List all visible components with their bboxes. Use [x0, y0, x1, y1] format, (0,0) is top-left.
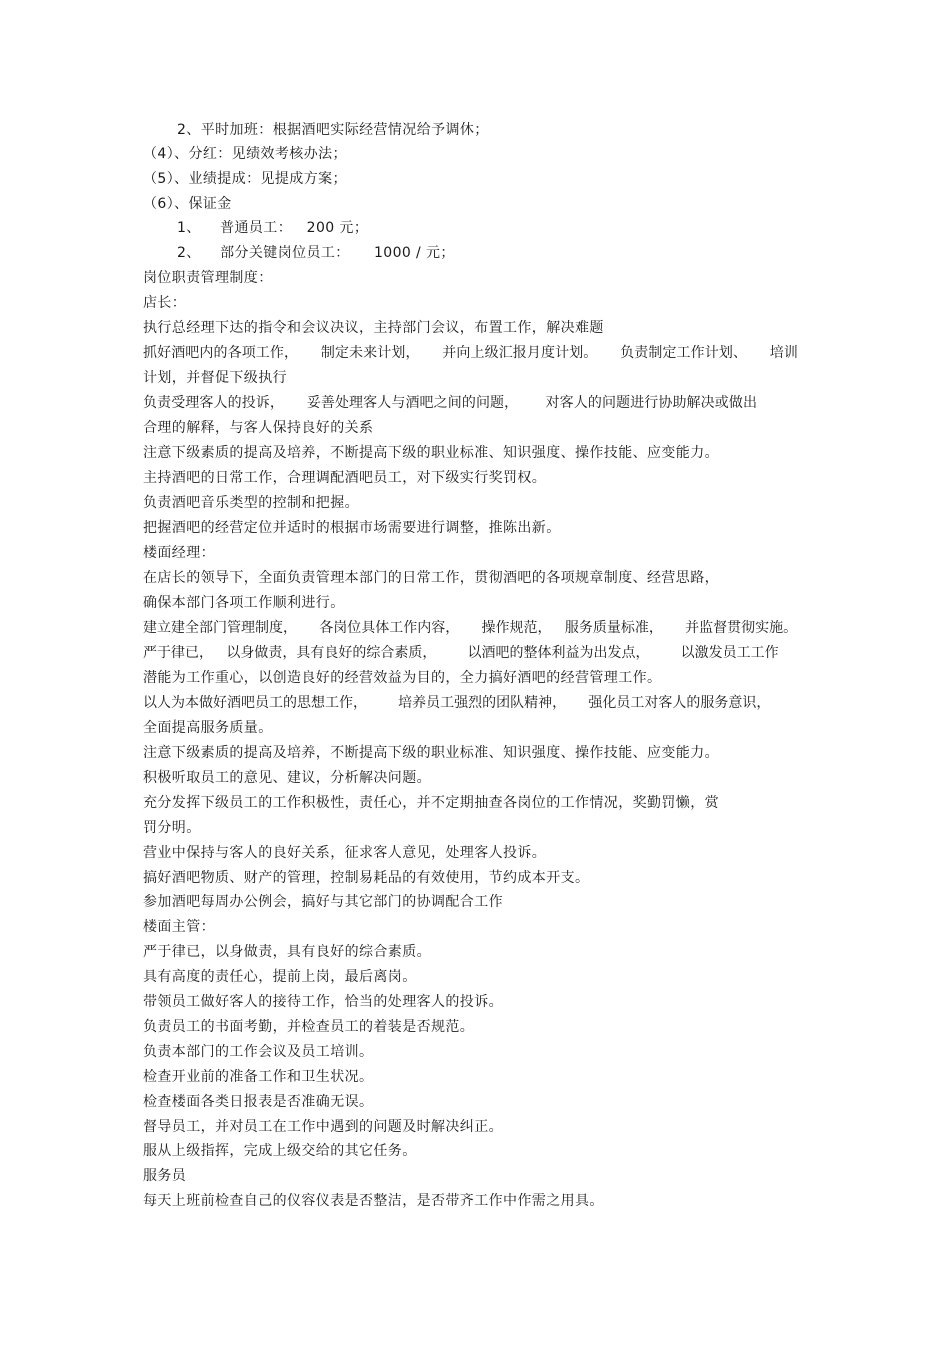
text-line: 2、平时加班：根据酒吧实际经营情况给予调休；	[177, 122, 489, 138]
text-line: 积极听取员工的意见、建议，分析解决问题。	[143, 770, 431, 786]
text-line: 1、 普通员工： 200 元；	[177, 220, 369, 236]
role-heading: 楼面主管：	[143, 919, 215, 935]
role-heading: 店长：	[143, 295, 187, 311]
text-line: 建立建全部门管理制度， 各岗位具体工作内容， 操作规范， 服务质量标准， 并监督贯彻实施。	[143, 620, 798, 636]
text-line: 在店长的领导下，全面负责管理本部门的日常工作，贯彻酒吧的各项规章制度、经营思路，	[143, 570, 719, 586]
text-line: 督导员工，并对员工在工作中遇到的问题及时解决纠正。	[143, 1119, 503, 1135]
text-line: 负责本部门的工作会议及员工培训。	[143, 1044, 374, 1060]
text-line: 注意下级素质的提高及培养，不断提高下级的职业标准、知识强度、操作技能、应变能力。	[143, 745, 719, 761]
text-line: 罚分明。	[143, 820, 201, 836]
text-line: 营业中保持与客人的良好关系，征求客人意见，处理客人投诉。	[143, 845, 547, 861]
text-line: 合理的解释，与客人保持良好的关系	[143, 420, 374, 436]
text-line: 负责员工的书面考勤，并检查员工的着装是否规范。	[143, 1019, 475, 1035]
text-line: 执行总经理下达的指令和会议决议，主持部门会议，布置工作，解决难题	[143, 320, 604, 336]
text-line: 每天上班前检查自己的仪容仪表是否整洁，是否带齐工作中作需之用具。	[143, 1193, 604, 1209]
text-line: 潜能为工作重心，以创造良好的经营效益为目的，全力搞好酒吧的经营管理工作。	[143, 670, 662, 686]
text-line: 具有高度的责任心，提前上岗，最后离岗。	[143, 969, 417, 985]
text-line: （4）、分红：见绩效考核办法；	[143, 146, 347, 162]
text-line: 严于律已， 以身做责，具有良好的综合素质， 以酒吧的整体利益为出发点， 以激发员工工作	[143, 645, 779, 661]
text-line: 搞好酒吧物质、财产的管理，控制易耗品的有效使用，节约成本开支。	[143, 870, 590, 886]
text-line: 带领员工做好客人的接待工作，恰当的处理客人的投诉。	[143, 994, 503, 1010]
text-line: 服从上级指挥，完成上级交给的其它任务。	[143, 1143, 417, 1159]
text-line: 把握酒吧的经营定位并适时的根据市场需要进行调整，推陈出新。	[143, 520, 561, 536]
role-heading: 楼面经理：	[143, 545, 215, 561]
text-line: 注意下级素质的提高及培养，不断提高下级的职业标准、知识强度、操作技能、应变能力。	[143, 445, 719, 461]
text-line: （5）、业绩提成：见提成方案；	[143, 171, 347, 187]
text-line: 抓好酒吧内的各项工作， 制定未来计划， 并向上级汇报月度计划。 负责制定工作计划、 培训	[143, 345, 799, 361]
text-line: 检查楼面各类日报表是否准确无误。	[143, 1094, 374, 1110]
text-line: 计划，并督促下级执行	[143, 370, 287, 386]
text-line: 确保本部门各项工作顺利进行。	[143, 595, 345, 611]
text-line: 负责酒吧音乐类型的控制和把握。	[143, 495, 359, 511]
text-line: 检查开业前的准备工作和卫生状况。	[143, 1069, 374, 1085]
text-line: 严于律已，以身做责，具有良好的综合素质。	[143, 944, 431, 960]
text-line: （6）、保证金	[143, 196, 232, 212]
text-line: 充分发挥下级员工的工作积极性，责任心，并不定期抽查各岗位的工作情况，奖勤罚懒，赏	[143, 795, 719, 811]
text-line: 全面提高服务质量。	[143, 720, 273, 736]
text-line: 参加酒吧每周办公例会，搞好与其它部门的协调配合工作	[143, 894, 503, 910]
role-heading: 服务员	[143, 1168, 187, 1184]
text-line: 负责受理客人的投诉， 妥善处理客人与酒吧之间的问题， 对客人的问题进行协助解决或做出	[143, 395, 758, 411]
section-heading: 岗位职责管理制度：	[143, 270, 273, 286]
text-line: 2、 部分关键岗位员工： 1000 / 元；	[177, 245, 455, 261]
text-line: 主持酒吧的日常工作，合理调配酒吧员工，对下级实行奖罚权。	[143, 470, 547, 486]
text-line: 以人为本做好酒吧员工的思想工作， 培养员工强烈的团队精神， 强化员工对客人的服务意识，	[143, 695, 771, 711]
